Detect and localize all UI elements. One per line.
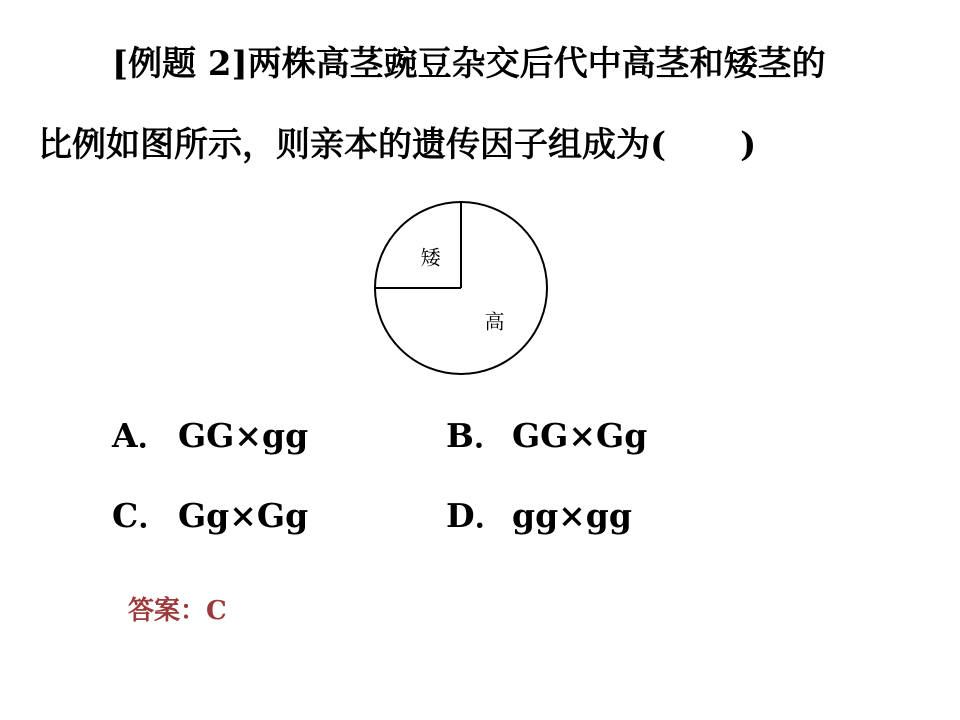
pie-slice-label-1: 高 bbox=[484, 309, 505, 334]
answer-value: C bbox=[206, 596, 227, 626]
option-a-letter: A． bbox=[112, 416, 171, 455]
option-b-letter: B． bbox=[446, 416, 507, 455]
option-c[interactable] bbox=[112, 496, 308, 536]
question-close-paren: ) bbox=[740, 125, 757, 165]
option-c-letter: C． bbox=[112, 496, 172, 535]
option-c-text: Gg×Gg bbox=[178, 496, 309, 535]
option-d[interactable] bbox=[446, 496, 632, 536]
option-a-text: GG×gg bbox=[178, 416, 309, 455]
pie-slices bbox=[375, 202, 547, 374]
answer-line bbox=[128, 590, 227, 627]
question-line-2 bbox=[38, 125, 756, 165]
pie-labels bbox=[421, 246, 505, 334]
option-b[interactable] bbox=[446, 416, 647, 456]
question-text-1: [例题 2]两株高茎豌豆杂交后代中高茎和矮茎的 bbox=[112, 44, 826, 84]
option-d-letter: D． bbox=[446, 496, 508, 535]
option-d-text: gg×gg bbox=[512, 496, 632, 535]
option-a[interactable] bbox=[112, 416, 308, 456]
question-line-1 bbox=[112, 44, 826, 84]
answer-label: 答案： bbox=[128, 596, 207, 626]
question-text-2: 比例如图所示，则亲本的遗传因子组成为( bbox=[38, 125, 667, 165]
option-b-text: GG×Gg bbox=[512, 416, 648, 455]
pie-slice-label-2: 矮 bbox=[420, 245, 441, 270]
ratio-pie-chart bbox=[366, 188, 556, 388]
